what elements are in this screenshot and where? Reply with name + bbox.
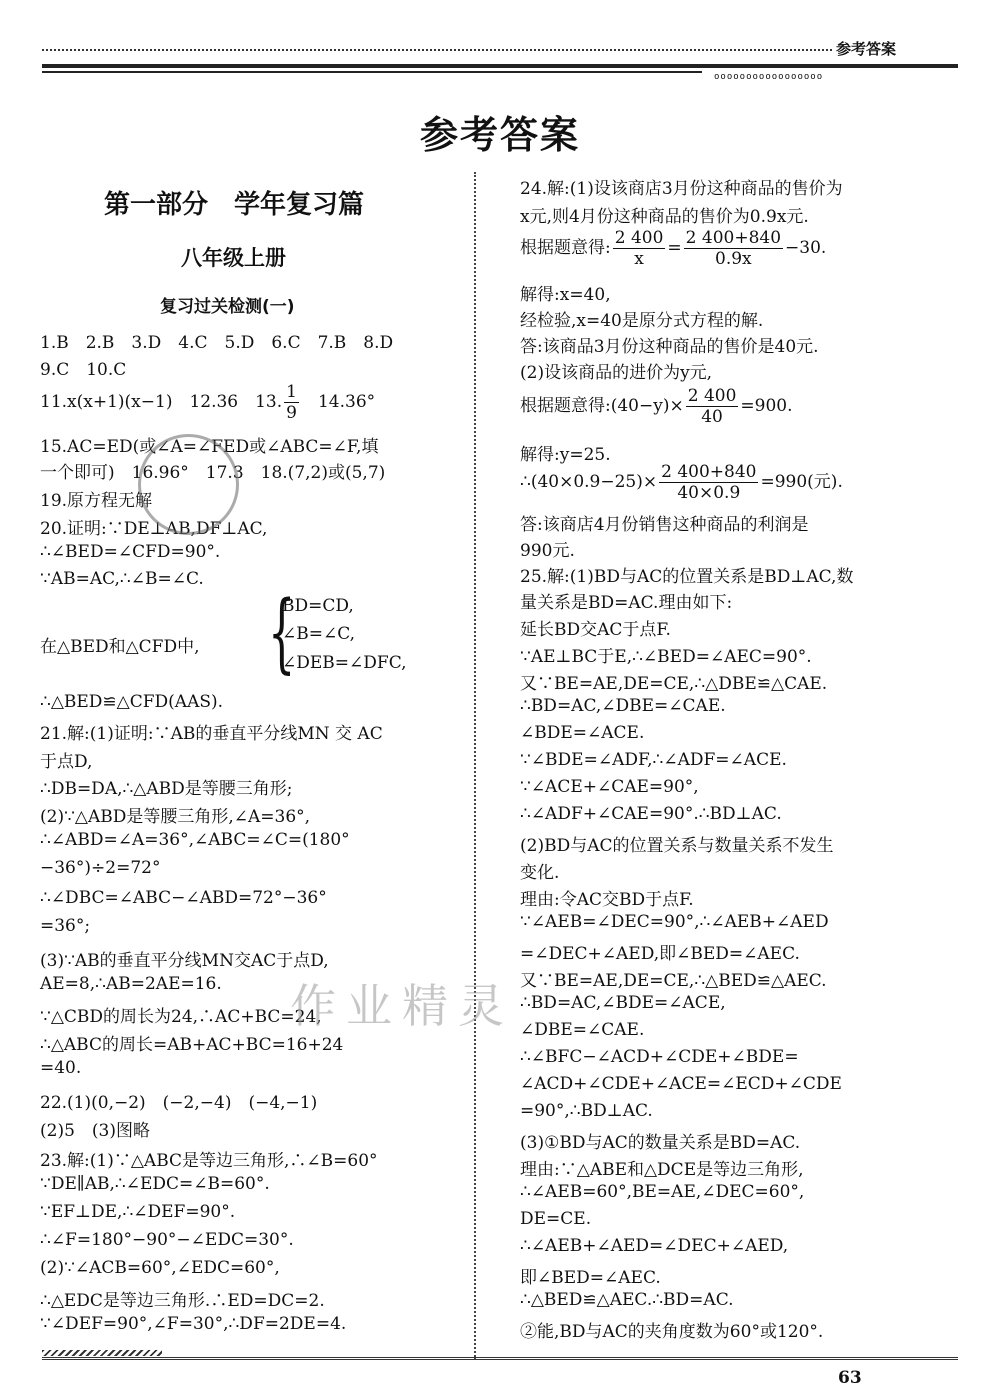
answer-line: 变化. [520,863,560,883]
answer-line: (3)∵AB的垂直平分线MN交AC于点D, [40,951,329,971]
equation-system [268,583,448,683]
fraction-denominator: 0.9x [715,249,752,269]
answer-line: 19.原方程无解 [40,491,153,511]
answer-line: ∠ACD+∠CDE+∠ACE=∠ECD+∠CDE [520,1074,842,1094]
stamp-seal [138,434,239,535]
answer-line: 答:该商店4月份销售这种商品的利润是 [520,515,809,535]
answer-line: =36°; [40,916,91,936]
answer-line: 即∠BED=∠AEC. [520,1268,661,1288]
fraction-denominator: 9 [286,403,297,423]
answer-line: 21.解:(1)证明:∵AB的垂直平分线MN 交 AC [40,724,383,744]
footer-hatch-ornament [42,1350,162,1356]
equation-text: −30. [785,238,827,258]
answer-line: 量关系是BD=AC.理由如下: [520,593,733,613]
fraction-numerator: 1 [286,382,297,402]
fraction [659,462,758,503]
answer-line: ∵∠BDE=∠ADF,∴∠ADF=∠ACE. [520,750,787,770]
equation-text: 根据题意得: [520,238,611,258]
column-divider [474,172,476,1360]
answer-line: 又∵BE=AE,DE=CE,∴△BED≌△AEC. [520,971,827,991]
answer-line: ∴DB=DA,∴△ABD是等腰三角形; [40,779,293,799]
equation-text: 根据题意得:(40−y)× [520,396,684,416]
answer-line: ∵AE⊥BC于E,∴∠BED=∠AEC=90°. [520,647,812,667]
answer-line: ∵∠DEF=90°,∠F=30°,∴DF=2DE=4. [40,1314,347,1334]
answer-line: ∴△EDC是等边三角形.∴ED=DC=2. [40,1291,325,1311]
section-title: 复习过关检测(一) [160,297,295,317]
fraction [613,228,666,269]
answer-line: 解得:y=25. [520,445,611,465]
left-brace: { [268,583,296,683]
answer-line: =∠DEC+∠AED,即∠BED=∠AEC. [520,944,800,964]
answer-line: ∴∠AEB+∠AED=∠DEC+∠AED, [520,1236,789,1256]
answer-line: ∵∠AEB=∠DEC=90°,∴∠AEB+∠AED [520,912,829,932]
answer-line: (2)∵∠ACB=60°,∠EDC=60°, [40,1258,280,1278]
answer-line: 25.解:(1)BD与AC的位置关系是BD⊥AC,数 [520,567,854,587]
answer-line: ∴∠DBC=∠ABC−∠ABD=72°−36° [40,888,327,908]
fraction-numerator: 2 400+840 [661,462,757,482]
answer-line: x元,则4月份这种商品的售价为0.9x元. [520,207,809,227]
answer-line: ∠BDE=∠ACE. [520,723,645,743]
answer-line: (2)BD与AC的位置关系与数量关系不发生 [520,836,834,856]
header-bead-ornament: ooooooooooooooooo [714,72,824,82]
fraction [686,386,739,427]
answer-line: 22.(1)(0,−2) (−2,−4) (−4,−1) [40,1093,318,1113]
equation-text: =900. [740,396,793,416]
answer-line: ∵DE∥AB,∴∠EDC=∠B=60°. [40,1174,270,1194]
fraction-numerator: 2 400 [687,386,737,406]
answer-line-11-14 [40,382,375,423]
answer-line: 15.AC=ED(或∠A=∠FED或∠ABC=∠F,填 [40,437,379,457]
answer-line: =90°,∴BD⊥AC. [520,1101,653,1121]
answer-text: 14.36° [300,392,376,412]
answer-line: (2)∵△ABD是等腰三角形,∠A=36°, [40,807,311,827]
answer-line: AE=8,∴AB=2AE=16. [40,974,222,994]
answer-line: ②能,BD与AC的夹角度数为60°或120°. [520,1322,824,1342]
answer-line: (2)5 (3)图略 [40,1121,150,1141]
fraction-denominator: x [634,249,644,269]
answer-line: 990元. [520,541,575,561]
answer-line: 在△BED和△CFD中, [40,637,200,657]
equation-text: =990(元). [760,472,843,492]
answer-line: −36°)÷2=72° [40,858,161,878]
answer-line: ∴△BED≌△CFD(AAS). [40,692,224,712]
page-title: 参考答案 [419,113,580,157]
system-line: ∠B=∠C, [282,624,356,644]
equation-text: ∴(40×0.9−25)× [520,472,658,492]
answer-line: 24.解:(1)设该商店3月份这种商品的售价为 [520,179,843,199]
header-thin-rule [42,71,702,73]
system-line: BD=CD, [282,596,354,616]
answer-line: 理由:令AC交BD于点F. [520,890,694,910]
answer-line: ∵∠ACE+∠CAE=90°, [520,777,699,797]
answer-line: ∴△ABC的周长=AB+AC+BC=16+24 [40,1035,344,1055]
answer-line: ∠DBE=∠CAE. [520,1020,645,1040]
answer-line: ∴BD=AC,∠BDE=∠ACE, [520,993,726,1013]
answer-line: ∴∠F=180°−90°−∠EDC=30°. [40,1230,294,1250]
header-title: 参考答案 [836,40,897,58]
answer-line: =40. [40,1058,82,1078]
answer-line: 延长BD交AC于点F. [520,620,671,640]
answer-line: ∴BD=AC,∠DBE=∠CAE. [520,696,726,716]
answer-line: ∴∠ADF+∠CAE=90°.∴BD⊥AC. [520,804,782,824]
answer-line: ∴∠AEB=60°,BE=AE,∠DEC=60°, [520,1182,805,1202]
answer-line: ∵EF⊥DE,∴∠DEF=90°. [40,1202,236,1222]
part-title: 第一部分 学年复习篇 [104,190,365,220]
fraction-denominator: 40 [701,407,723,427]
fraction [284,382,299,423]
fraction-numerator: 2 400+840 [685,228,782,248]
answer-line: 解得:x=40, [520,285,611,305]
fraction-denominator: 40×0.9 [677,483,741,503]
equation-line [520,386,793,427]
answer-line: 答:该商品3月份这种商品的售价是40元. [520,337,819,357]
answer-line: 经检验,x=40是原分式方程的解. [520,311,764,331]
answer-line: 又∵BE=AE,DE=CE,∴△DBE≌△CAE. [520,674,828,694]
grade-title: 八年级上册 [181,246,286,270]
watermark: 作业精灵 [290,979,514,1033]
answer-line: 理由:∵△ABE和△DCE是等边三角形, [520,1160,804,1180]
answer-line: (3)①BD与AC的数量关系是BD=AC. [520,1133,801,1153]
answer-line: ∵AB=AC,∴∠B=∠C. [40,569,204,589]
answer-line: ∴∠BED=∠CFD=90°. [40,542,221,562]
answer-line: ∴∠BFC−∠ACD+∠CDE+∠BDE= [520,1047,799,1067]
answer-line: (2)设该商品的进价为y元, [520,363,713,383]
header-thick-rule [42,64,958,68]
header-dotted-rule [42,49,832,51]
answer-line: 20.证明:∵DE⊥AB,DF⊥AC, [40,519,268,539]
answer-line: 23.解:(1)∵△ABC是等边三角形,∴∠B=60° [40,1151,378,1171]
answer-line: 9.C 10.C [40,360,127,380]
equation-line [520,462,843,503]
system-line: ∠DEB=∠DFC, [282,653,407,673]
answer-line: ∴∠ABD=∠A=36°,∠ABC=∠C=(180° [40,830,350,850]
answer-line: 于点D, [40,752,93,772]
answer-line: ∵△CBD的周长为24,∴AC+BC=24, [40,1007,322,1027]
answer-text: 11.x(x+1)(x−1) 12.36 13. [40,392,283,412]
footer-rule [42,1357,958,1360]
page-number: 63 [838,1368,862,1388]
equation-text: = [667,238,682,258]
fraction-numerator: 2 400 [614,228,664,248]
fraction [684,228,783,269]
equation-line [520,228,826,269]
answer-line: 1.B 2.B 3.D 4.C 5.D 6.C 7.B 8.D [40,333,394,353]
answer-line: 一个即可) 16.96° 17.3 18.(7,2)或(5,7) [40,463,386,483]
answer-line: DE=CE. [520,1209,592,1229]
answer-line: ∴△BED≌△AEC.∴BD=AC. [520,1290,734,1310]
